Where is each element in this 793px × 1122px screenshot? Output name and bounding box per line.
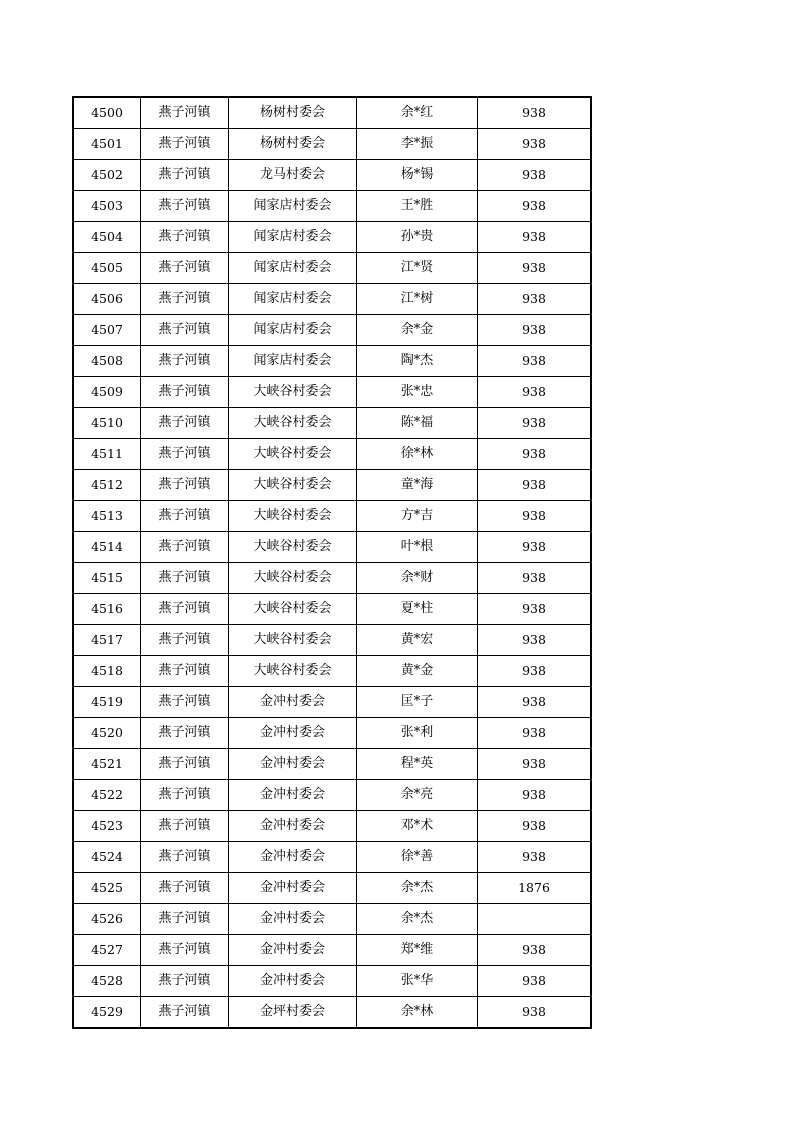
data-table: [72, 96, 592, 1029]
cell-village: 闻家店村委会: [229, 191, 357, 222]
cell-serial-number: 4509: [73, 377, 141, 408]
table-row: [73, 780, 591, 811]
cell-village: 大峡谷村委会: [229, 594, 357, 625]
cell-town: 燕子河镇: [141, 470, 229, 501]
cell-amount: 938: [478, 625, 592, 656]
table-row: [73, 377, 591, 408]
cell-town: 燕子河镇: [141, 253, 229, 284]
cell-person-name: 张*华: [357, 966, 478, 997]
cell-town: 燕子河镇: [141, 656, 229, 687]
cell-serial-number: 4520: [73, 718, 141, 749]
cell-person-name: 余*红: [357, 97, 478, 129]
cell-serial-number: 4523: [73, 811, 141, 842]
cell-person-name: 夏*柱: [357, 594, 478, 625]
table-row: [73, 904, 591, 935]
table-row: [73, 718, 591, 749]
cell-village: 大峡谷村委会: [229, 439, 357, 470]
cell-serial-number: 4517: [73, 625, 141, 656]
cell-serial-number: 4522: [73, 780, 141, 811]
cell-amount: 938: [478, 780, 592, 811]
cell-amount: 938: [478, 284, 592, 315]
cell-serial-number: 4510: [73, 408, 141, 439]
cell-amount: 938: [478, 129, 592, 160]
cell-town: 燕子河镇: [141, 594, 229, 625]
cell-person-name: 张*利: [357, 718, 478, 749]
cell-serial-number: 4519: [73, 687, 141, 718]
cell-village: 大峡谷村委会: [229, 532, 357, 563]
cell-serial-number: 4518: [73, 656, 141, 687]
cell-town: 燕子河镇: [141, 749, 229, 780]
cell-person-name: 徐*善: [357, 842, 478, 873]
cell-serial-number: 4503: [73, 191, 141, 222]
table-row: [73, 284, 591, 315]
cell-amount: 938: [478, 811, 592, 842]
cell-serial-number: 4511: [73, 439, 141, 470]
cell-person-name: 匡*子: [357, 687, 478, 718]
cell-person-name: 邓*术: [357, 811, 478, 842]
cell-town: 燕子河镇: [141, 346, 229, 377]
cell-town: 燕子河镇: [141, 439, 229, 470]
cell-amount: 938: [478, 470, 592, 501]
table-row: [73, 191, 591, 222]
table-row: [73, 997, 591, 1029]
cell-village: 金冲村委会: [229, 842, 357, 873]
cell-person-name: 江*树: [357, 284, 478, 315]
cell-village: 杨树村委会: [229, 97, 357, 129]
cell-town: 燕子河镇: [141, 904, 229, 935]
cell-amount: 938: [478, 346, 592, 377]
cell-amount: 938: [478, 439, 592, 470]
cell-serial-number: 4513: [73, 501, 141, 532]
cell-amount: 1876: [478, 873, 592, 904]
cell-person-name: 余*杰: [357, 873, 478, 904]
cell-person-name: 陈*福: [357, 408, 478, 439]
cell-serial-number: 4526: [73, 904, 141, 935]
cell-person-name: 黄*金: [357, 656, 478, 687]
cell-serial-number: 4528: [73, 966, 141, 997]
cell-village: 闻家店村委会: [229, 253, 357, 284]
cell-serial-number: 4521: [73, 749, 141, 780]
cell-person-name: 李*振: [357, 129, 478, 160]
cell-person-name: 余*财: [357, 563, 478, 594]
cell-amount: 938: [478, 842, 592, 873]
cell-person-name: 陶*杰: [357, 346, 478, 377]
cell-village: 大峡谷村委会: [229, 470, 357, 501]
cell-amount: 938: [478, 191, 592, 222]
cell-village: 闻家店村委会: [229, 284, 357, 315]
cell-person-name: 杨*锡: [357, 160, 478, 191]
cell-village: 大峡谷村委会: [229, 377, 357, 408]
cell-village: 金冲村委会: [229, 718, 357, 749]
table-row: [73, 532, 591, 563]
cell-town: 燕子河镇: [141, 160, 229, 191]
cell-town: 燕子河镇: [141, 532, 229, 563]
cell-person-name: 方*吉: [357, 501, 478, 532]
cell-village: 金冲村委会: [229, 966, 357, 997]
cell-town: 燕子河镇: [141, 284, 229, 315]
table-row: [73, 594, 591, 625]
cell-amount: 938: [478, 966, 592, 997]
table-body: [73, 97, 591, 1028]
cell-serial-number: 4501: [73, 129, 141, 160]
cell-village: 金冲村委会: [229, 780, 357, 811]
cell-amount: 938: [478, 222, 592, 253]
cell-person-name: 余*亮: [357, 780, 478, 811]
cell-village: 龙马村委会: [229, 160, 357, 191]
cell-town: 燕子河镇: [141, 377, 229, 408]
cell-amount: 938: [478, 408, 592, 439]
cell-serial-number: 4514: [73, 532, 141, 563]
cell-serial-number: 4529: [73, 997, 141, 1029]
cell-amount: 938: [478, 377, 592, 408]
cell-person-name: 童*海: [357, 470, 478, 501]
cell-serial-number: 4516: [73, 594, 141, 625]
cell-amount: 938: [478, 97, 592, 129]
cell-town: 燕子河镇: [141, 966, 229, 997]
cell-village: 金冲村委会: [229, 935, 357, 966]
cell-town: 燕子河镇: [141, 222, 229, 253]
cell-serial-number: 4507: [73, 315, 141, 346]
table-row: [73, 563, 591, 594]
table-row: [73, 315, 591, 346]
table-row: [73, 935, 591, 966]
cell-village: 金冲村委会: [229, 687, 357, 718]
cell-town: 燕子河镇: [141, 873, 229, 904]
cell-village: 杨树村委会: [229, 129, 357, 160]
cell-village: 金冲村委会: [229, 873, 357, 904]
cell-amount: [478, 904, 592, 935]
cell-serial-number: 4527: [73, 935, 141, 966]
table-row: [73, 253, 591, 284]
cell-village: 大峡谷村委会: [229, 656, 357, 687]
table-row: [73, 873, 591, 904]
cell-amount: 938: [478, 532, 592, 563]
cell-town: 燕子河镇: [141, 718, 229, 749]
cell-amount: 938: [478, 160, 592, 191]
cell-person-name: 余*杰: [357, 904, 478, 935]
cell-village: 金冲村委会: [229, 749, 357, 780]
cell-town: 燕子河镇: [141, 315, 229, 346]
cell-town: 燕子河镇: [141, 687, 229, 718]
cell-village: 金冲村委会: [229, 811, 357, 842]
cell-person-name: 郑*维: [357, 935, 478, 966]
cell-serial-number: 4508: [73, 346, 141, 377]
table-row: [73, 470, 591, 501]
cell-serial-number: 4504: [73, 222, 141, 253]
cell-serial-number: 4512: [73, 470, 141, 501]
table-row: [73, 656, 591, 687]
cell-village: 大峡谷村委会: [229, 408, 357, 439]
cell-amount: 938: [478, 718, 592, 749]
cell-amount: 938: [478, 253, 592, 284]
cell-town: 燕子河镇: [141, 129, 229, 160]
cell-town: 燕子河镇: [141, 501, 229, 532]
table-row: [73, 222, 591, 253]
cell-serial-number: 4500: [73, 97, 141, 129]
cell-town: 燕子河镇: [141, 811, 229, 842]
cell-amount: 938: [478, 563, 592, 594]
cell-town: 燕子河镇: [141, 935, 229, 966]
cell-amount: 938: [478, 501, 592, 532]
cell-person-name: 孙*贵: [357, 222, 478, 253]
cell-amount: 938: [478, 687, 592, 718]
cell-village: 闻家店村委会: [229, 315, 357, 346]
cell-amount: 938: [478, 749, 592, 780]
cell-village: 闻家店村委会: [229, 346, 357, 377]
cell-person-name: 江*贤: [357, 253, 478, 284]
cell-person-name: 叶*根: [357, 532, 478, 563]
cell-village: 大峡谷村委会: [229, 501, 357, 532]
cell-amount: 938: [478, 656, 592, 687]
table-row: [73, 687, 591, 718]
cell-amount: 938: [478, 315, 592, 346]
cell-person-name: 余*金: [357, 315, 478, 346]
cell-serial-number: 4524: [73, 842, 141, 873]
table-row: [73, 346, 591, 377]
cell-serial-number: 4502: [73, 160, 141, 191]
cell-serial-number: 4515: [73, 563, 141, 594]
cell-person-name: 余*林: [357, 997, 478, 1029]
cell-town: 燕子河镇: [141, 997, 229, 1029]
cell-town: 燕子河镇: [141, 625, 229, 656]
cell-serial-number: 4505: [73, 253, 141, 284]
cell-town: 燕子河镇: [141, 191, 229, 222]
table-row: [73, 625, 591, 656]
cell-person-name: 王*胜: [357, 191, 478, 222]
table-row: [73, 811, 591, 842]
table-row: [73, 97, 591, 129]
cell-town: 燕子河镇: [141, 563, 229, 594]
cell-amount: 938: [478, 594, 592, 625]
cell-amount: 938: [478, 935, 592, 966]
cell-person-name: 黄*宏: [357, 625, 478, 656]
cell-serial-number: 4506: [73, 284, 141, 315]
cell-town: 燕子河镇: [141, 408, 229, 439]
table-row: [73, 439, 591, 470]
table-row: [73, 408, 591, 439]
cell-village: 闻家店村委会: [229, 222, 357, 253]
cell-person-name: 徐*林: [357, 439, 478, 470]
cell-village: 金坪村委会: [229, 997, 357, 1029]
cell-village: 金冲村委会: [229, 904, 357, 935]
cell-village: 大峡谷村委会: [229, 625, 357, 656]
table-row: [73, 501, 591, 532]
cell-village: 大峡谷村委会: [229, 563, 357, 594]
table-row: [73, 842, 591, 873]
table-row: [73, 966, 591, 997]
cell-town: 燕子河镇: [141, 842, 229, 873]
cell-person-name: 张*忠: [357, 377, 478, 408]
cell-town: 燕子河镇: [141, 97, 229, 129]
table-row: [73, 129, 591, 160]
cell-serial-number: 4525: [73, 873, 141, 904]
table-row: [73, 749, 591, 780]
table-row: [73, 160, 591, 191]
cell-person-name: 程*英: [357, 749, 478, 780]
cell-town: 燕子河镇: [141, 780, 229, 811]
cell-amount: 938: [478, 997, 592, 1029]
